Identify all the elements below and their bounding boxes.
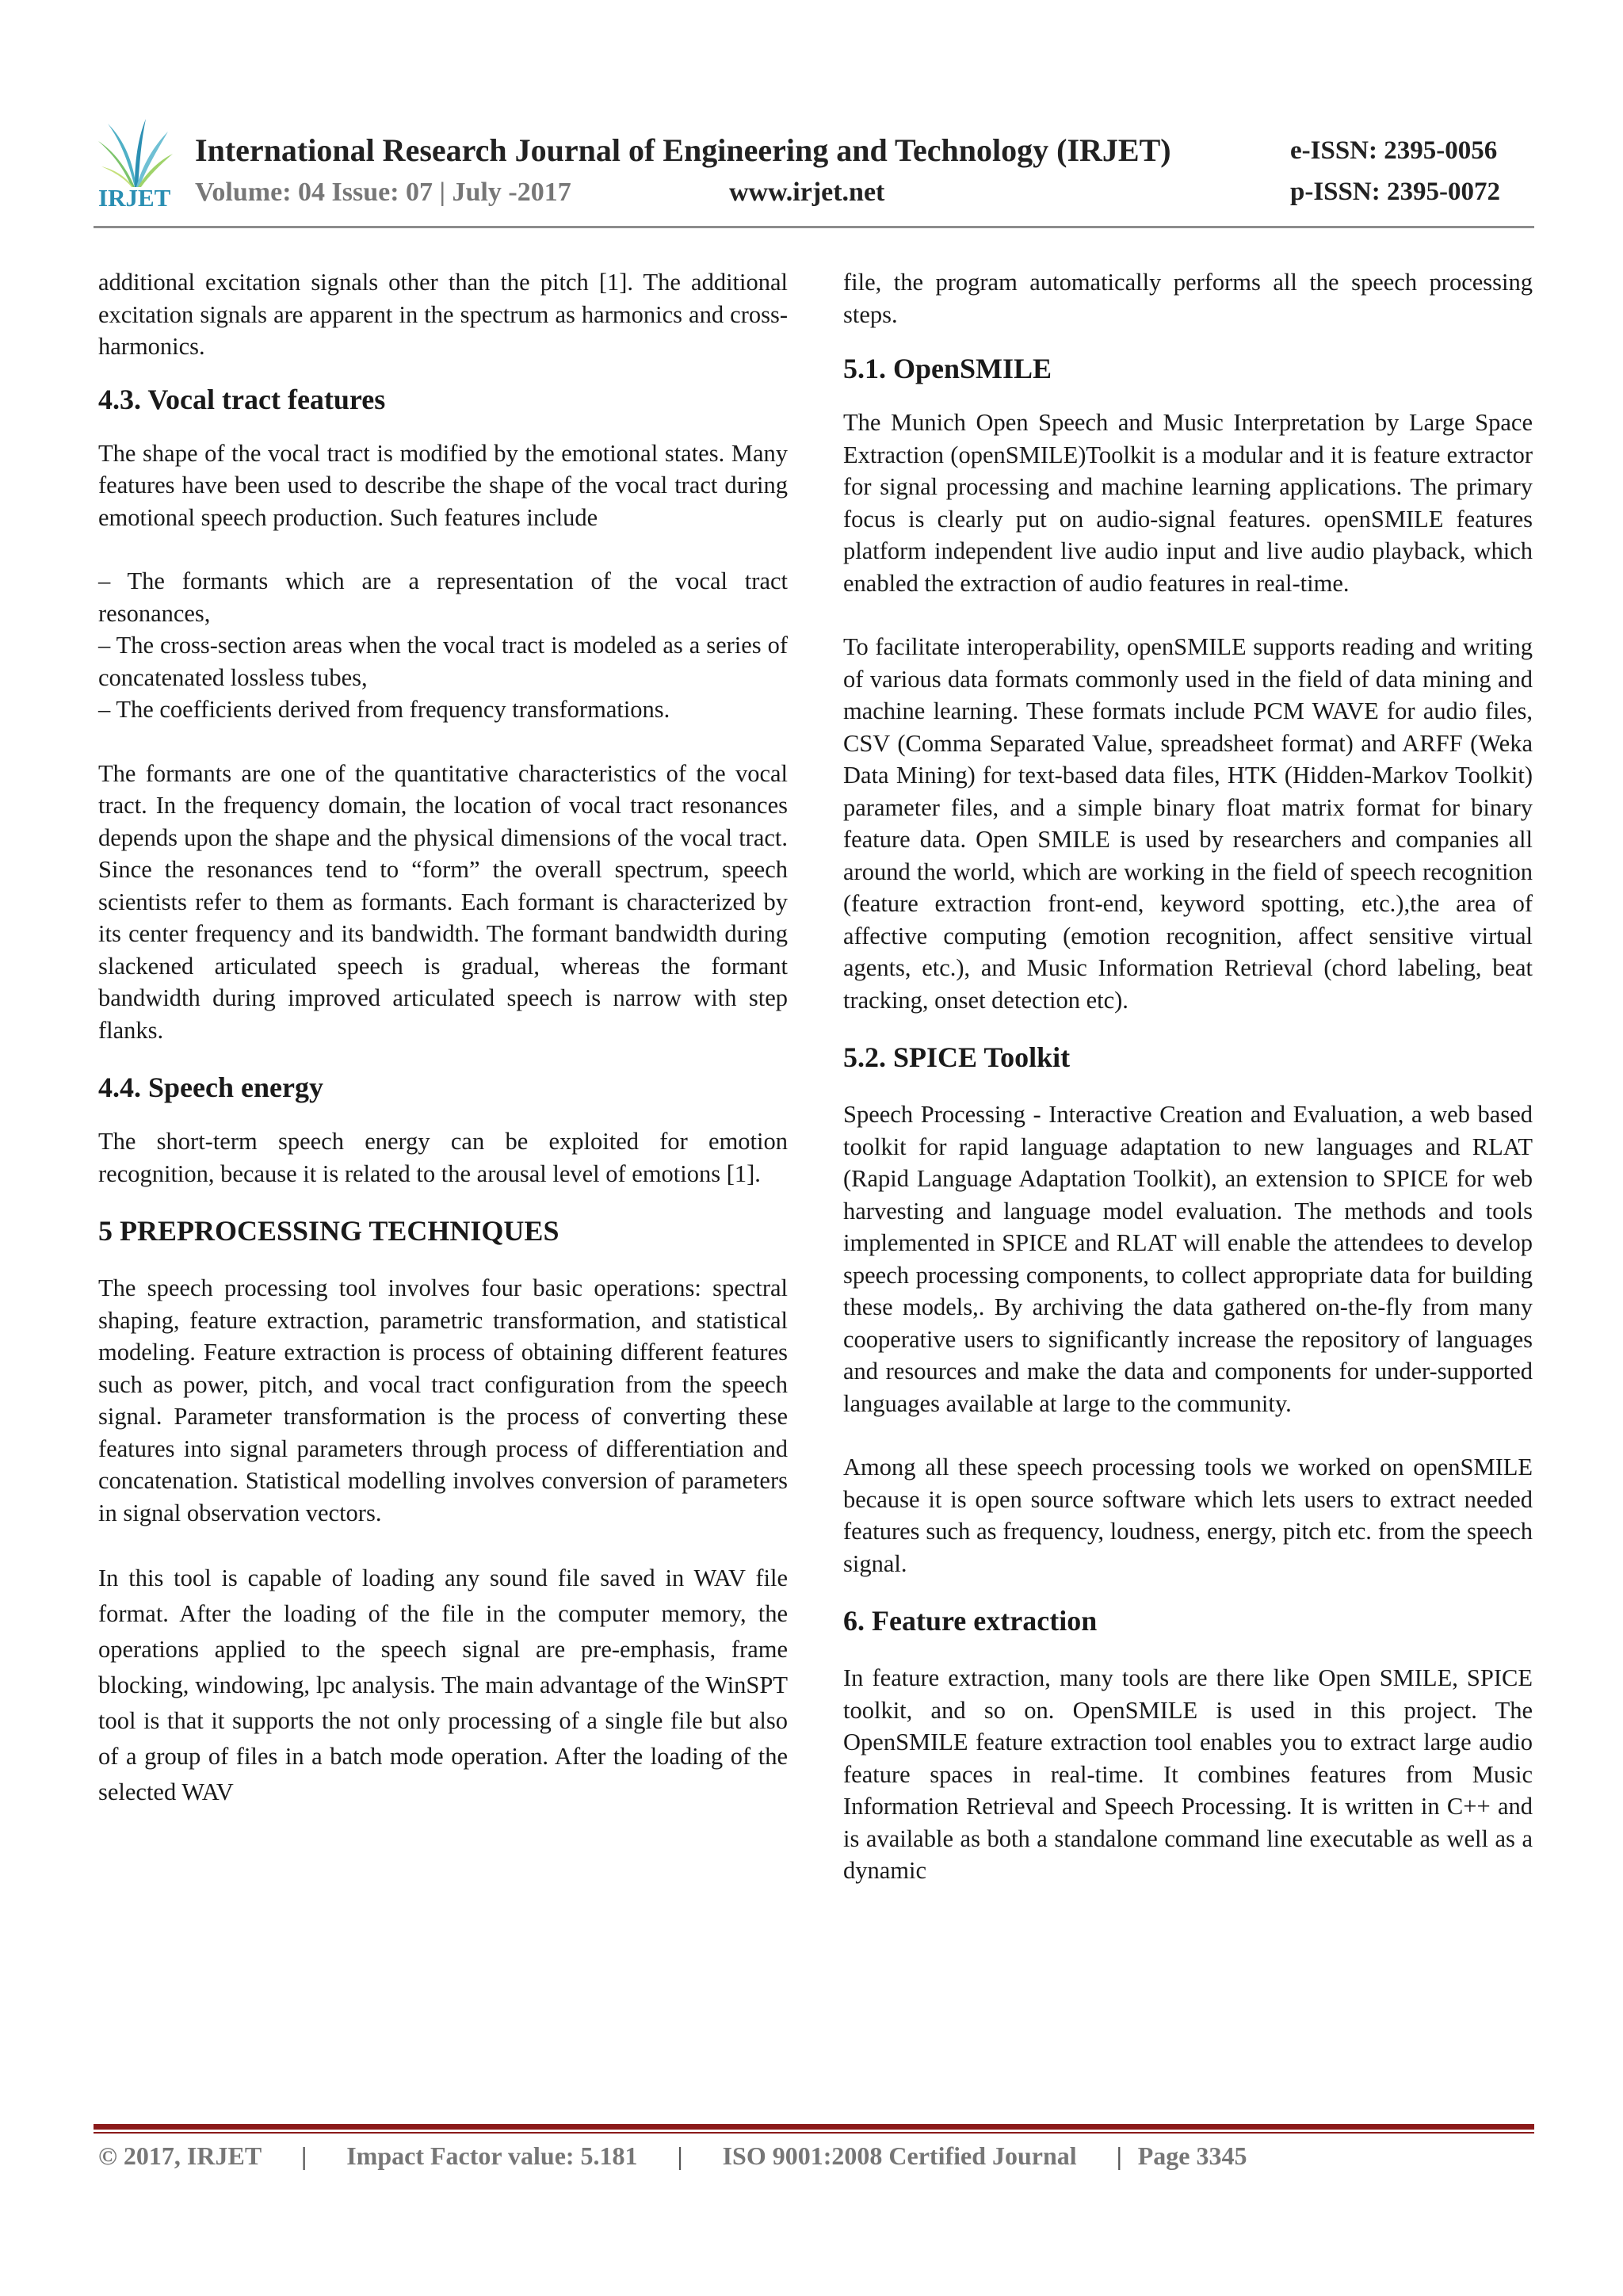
section-heading-4-3: 4.3. Vocal tract features <box>98 383 386 415</box>
page-footer <box>98 2141 1247 2171</box>
paragraph-5-1-b: To facilitate interoperability, openSMILE supports reading and writing of various data formats commonly used in the field of data mining and machine learning. These formats include PCM WAVE for audio files, CSV (Comma Separated Value, spreadsheet format) and ARFF (Weka Data Mining) for text-based data files, HTK (Hidden-Markov Toolkit) parameter files, and a simple binary float matrix format for binary feature data. Open SMILE is used by researchers and companies all around the world, which are working in the field of speech recognition (feature extraction front-end, keyword spotting, etc.),the area of affective computing (emotion recognition, affect sensitive virtual agents, etc.), and Music Information Retrieval (chord labeling, beat tracking, onset detection etc). <box>843 633 1533 1014</box>
right-column <box>843 266 1533 1887</box>
footer-page-number: Page 3345 <box>1137 2141 1247 2170</box>
paragraph-5-2-a: Speech Processing - Interactive Creation and Evaluation, a web based toolkit for rapid language adaptation to new languages and RLAT (Rapid Language Adaptation Toolkit), an extension to SPICE for web harvesting and language model evaluation. The methods and tools implemented in SPICE and RLAT will enable the attendees to develop speech processing components, to collect appropriate data for building these models,. By archiving the data gathered on-the-fly from many cooperative users to significantly increase the repository of languages and resources and make the data and components for under-supported languages available at large to the community. <box>843 1101 1533 1417</box>
section-heading-5-1: 5.1. OpenSMILE <box>843 353 1052 384</box>
section-heading-5-2: 5.2. SPICE Toolkit <box>843 1041 1071 1073</box>
paragraph-5-b: In this tool is capable of loading any sound file saved in WAV file format. After the loading of the file in the computer memory, the operations applied to the speech signal are pre-emphasis, frame blocking, windowing, lpc analysis. The main advantage of the WinSPT tool is that it supports the not only processing of a single file but also of a group of files in a batch mode operation. After the loading of the selected WAV <box>98 1564 788 1805</box>
footer-impact-factor: Impact Factor value: 5.181 <box>346 2141 638 2170</box>
footer-divider <box>94 2124 1534 2130</box>
list-item: – The cross-section areas when the vocal tract is modeled as a series of concatenated lossless tubes, <box>98 632 788 691</box>
footer-separator: | <box>301 2141 307 2170</box>
journal-title: International Research Journal of Engineering and Technology (IRJET) <box>195 132 1171 168</box>
right-intro-paragraph: file, the program automatically performs all the speech processing steps. <box>843 269 1533 328</box>
paragraph-5-a: The speech processing tool involves four basic operations: spectral shaping, feature extraction, parametric transformation, and statistical modeling. Feature extraction is process of obtaining different features such as power, pitch, and vocal tract configuration from the speech signal. Parameter transformation is the process of converting these features into signal parameters through process of differentiation and concatenation. Statistical modelling involves conversion of parameters in signal observation vectors. <box>98 1274 788 1526</box>
p-issn: p-ISSN: 2395-0072 <box>1290 178 1500 206</box>
header-divider <box>94 226 1534 228</box>
list-item: – The coefficients derived from frequency transformations. <box>98 696 670 723</box>
section-heading-4-4: 4.4. Speech energy <box>98 1072 323 1103</box>
section-heading-5: 5 PREPROCESSING TECHNIQUES <box>98 1215 559 1247</box>
footer-copyright: © 2017, IRJET <box>98 2141 262 2170</box>
paragraph-4-3-a: The shape of the vocal tract is modified by the emotional states. Many features have been used to describe the shape of the vocal tract during emotional speech production. Such features include <box>98 439 788 531</box>
left-intro-paragraph: additional excitation signals other than the pitch [1]. The additional excitation signals are apparent in the spectrum as harmonics and cross-harmonics. <box>98 269 788 360</box>
footer-separator: | <box>1116 2141 1122 2170</box>
paragraph-4-3-b: The formants are one of the quantitative characteristics of the vocal tract. In the frequency domain, the location of vocal tract resonances depends upon the shape and the physical dimensions of the vocal tract. Since the resonances tend to “form” the overall spectrum, speech scientists refer to them as formants. Each formant is characterized by its center frequency and its bandwidth. The formant bandwidth during slackened articulated speech is gradual, whereas the formant bandwidth during improved articulated speech is narrow with step flanks. <box>98 759 788 1044</box>
paragraph-5-1-a: The Munich Open Speech and Music Interpretation by Large Space Extraction (openSMILE)Toolkit is a modular and it is feature extractor for signal processing and machine learning applications. The primary focus is clearly put on audio-signal features. openSMILE features platform independent live audio input and live audio playback, which enabled the extraction of audio features in real-time. <box>843 409 1533 597</box>
paragraph-6: In feature extraction, many tools are there like Open SMILE, SPICE toolkit, and so on. OpenSMILE is used in this project. The OpenSMILE feature extraction tool enables you to extract large audio feature spaces in real-time. It combines features from Music Information Retrieval and Speech Processing. It is written in C++ and is available as both a standalone command line executable as well as a dynamic <box>843 1664 1533 1884</box>
paragraph-4-4: The short-term speech energy can be exploited for emotion recognition, because it is related to the arousal level of emotions [1]. <box>98 1128 788 1187</box>
volume-issue: Volume: 04 Issue: 07 | July -2017 <box>195 178 571 207</box>
left-column <box>98 266 788 1810</box>
section-heading-6: 6. Feature extraction <box>843 1605 1098 1637</box>
journal-website-link[interactable]: www.irjet.net <box>729 178 885 207</box>
logo-text: IRJET <box>98 184 171 212</box>
footer-iso: ISO 9001:2008 Certified Journal <box>722 2141 1077 2170</box>
footer-separator: | <box>677 2141 683 2170</box>
list-item: – The formants which are a representation of the vocal tract resonances, <box>98 567 788 627</box>
e-issn: e-ISSN: 2395-0056 <box>1290 136 1498 165</box>
footer-divider-thin <box>94 2132 1534 2134</box>
paragraph-5-2-b: Among all these speech processing tools we worked on openSMILE because it is open source software which lets users to extract needed features such as frequency, loudness, energy, pitch etc. from the speech signal. <box>843 1454 1533 1577</box>
